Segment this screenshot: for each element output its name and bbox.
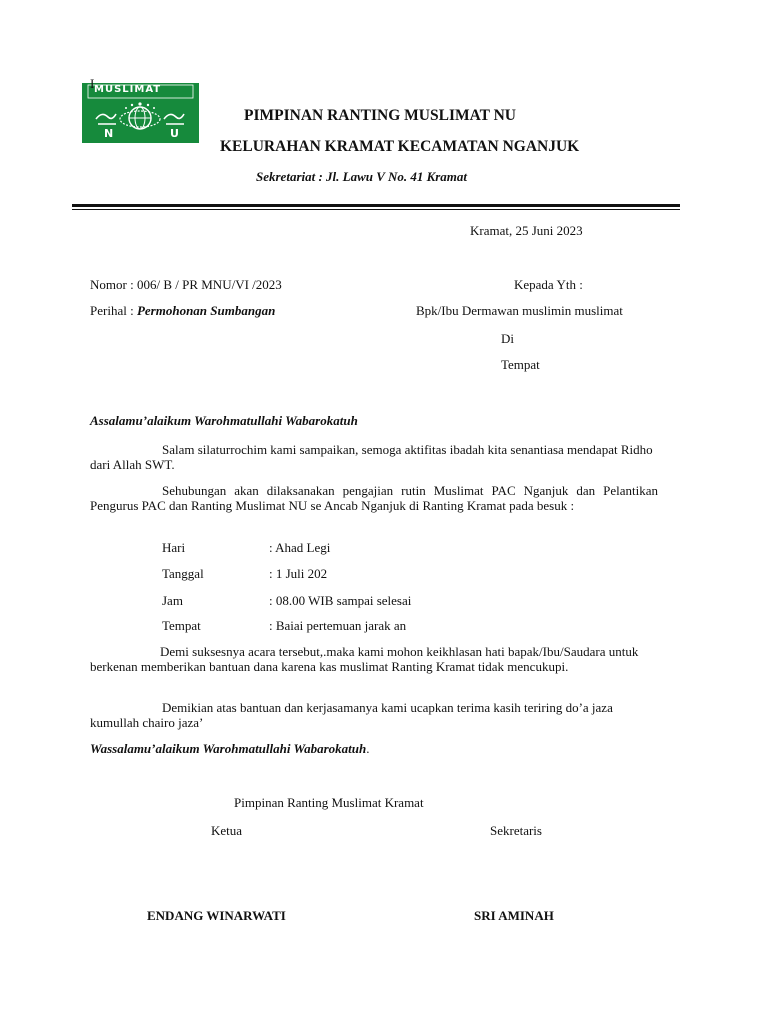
recipient-line-4: Tempat [501, 357, 540, 372]
detail-label-tempat: Tempat [162, 618, 201, 633]
paragraph-1-text: Salam silaturrochim kami sampaikan, semoga aktifitas ibadah kita senantiasa mendapat Ridho dari Allah SWT. [90, 442, 653, 472]
recipient-line-1: Kepada Yth : [514, 277, 583, 292]
closing-greeting [90, 741, 369, 757]
perihal-value: Permohonan Sumbangan [136, 303, 276, 318]
recipient-line-2: Bpk/Ibu Dermawan muslimin muslimat [416, 303, 623, 318]
recipient-line-3: Di [501, 331, 514, 346]
detail-value-hari: : Ahad Legi [269, 540, 331, 555]
paragraph-4-text: Demikian atas bantuan dan kerjasamanya kami ucapkan terima kasih teriring do’a jaza kumullah chairo jaza’ [90, 700, 613, 730]
paragraph-2-text: Sehubungan akan dilaksanakan pengajian rutin Muslimat PAC Nganjuk dan Pelantikan Pengurus PAC dan Ranting Muslimat NU se Ancab Nganjuk di Ranting Kramat pada besuk : [90, 483, 658, 513]
paragraph-3 [90, 644, 660, 674]
signature-organization: Pimpinan Ranting Muslimat Kramat [234, 795, 424, 810]
secretariat-address: Sekretariat : Jl. Lawu V No. 41 Kramat [256, 169, 468, 184]
paragraph-4 [90, 700, 658, 730]
paragraph-3-text: Demi suksesnya acara tersebut,.maka kami mohon keikhlasan hati bapak/Ibu/Saudara untuk berkenan memberikan bantuan dana karena kas muslimat Ranting Kramat tidak mencukupi. [90, 644, 639, 674]
org-title: PIMPINAN RANTING MUSLIMAT NU [244, 107, 516, 124]
opening-greeting: Assalamu’alaikum Warohmatullahi Wabarokatuh [90, 413, 358, 428]
signature-name-secretary: SRI AMINAH [474, 908, 554, 923]
detail-label-tanggal: Tanggal [162, 566, 204, 581]
paragraph-2 [90, 483, 658, 513]
closing-text: Wassalamu’alaikum Warohmatullahi Wabarokatuh [90, 741, 367, 756]
detail-value-tanggal: : 1 Juli 202 [269, 566, 328, 581]
nomor-label: Nomor [90, 277, 127, 292]
paragraph-1 [90, 442, 658, 472]
detail-value-jam: : 08.00 WIB sampai selesai [269, 593, 412, 608]
signature-role-secretary: Sekretaris [490, 823, 542, 838]
logo-title: MUSLIMAT [94, 84, 162, 95]
letter-number [90, 277, 282, 293]
header-rule-thick [72, 204, 680, 207]
perihal-label: Perihal [90, 303, 127, 318]
header-rule-thin [72, 209, 680, 210]
muslimat-nu-logo [82, 83, 199, 143]
signature-role-chair: Ketua [211, 823, 243, 838]
signature-name-chair: ENDANG WINARWATI [147, 908, 286, 923]
page-marker: I [90, 76, 95, 91]
letter-subject [90, 303, 275, 319]
detail-label-jam: Jam [162, 593, 183, 608]
perihal-separator: : [126, 303, 137, 318]
closing-dot: . [366, 741, 370, 756]
detail-value-tempat: : Baiai pertemuan jarak an [269, 618, 407, 633]
detail-label-hari: Hari [162, 540, 186, 555]
logo-letter-n: N [104, 127, 114, 140]
logo-letter-u: U [170, 127, 179, 140]
letter-date: Kramat, 25 Juni 2023 [470, 223, 583, 238]
nomor-value: : 006/ B / PR MNU/VI /2023 [126, 277, 282, 292]
org-subtitle: KELURAHAN KRAMAT KECAMATAN NGANJUK [220, 138, 580, 155]
